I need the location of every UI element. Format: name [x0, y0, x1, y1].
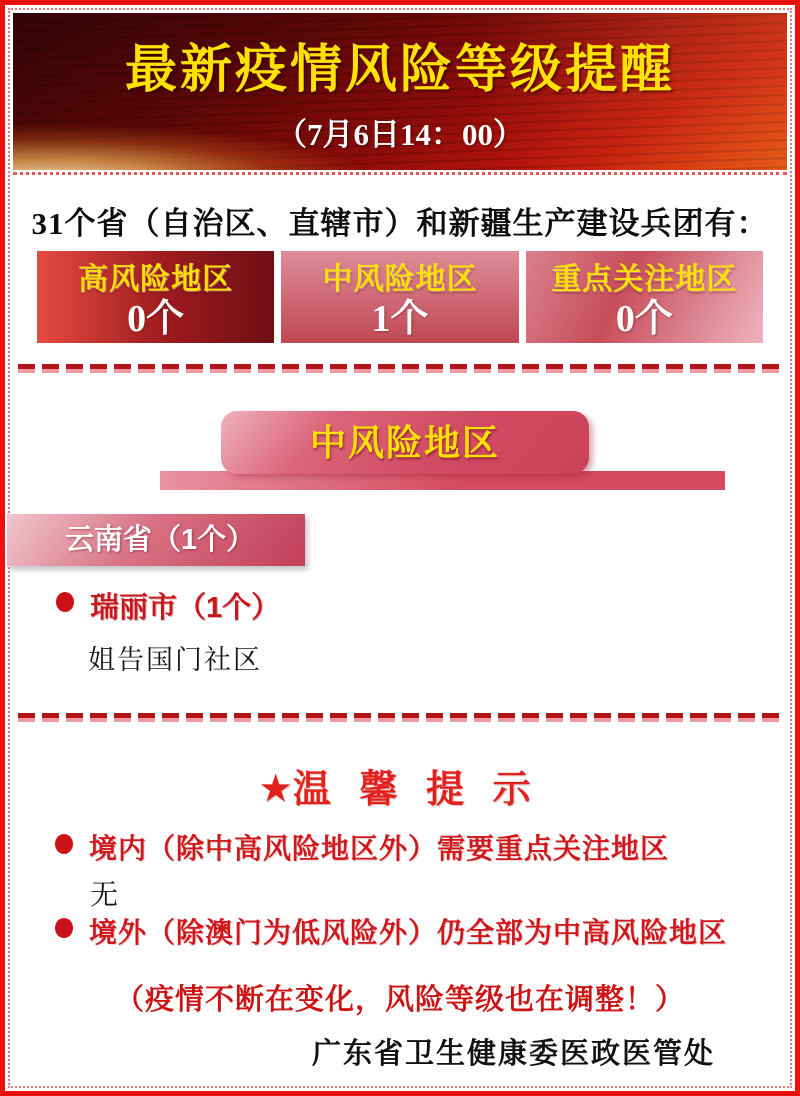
tips-bullet-text: 境内（除中高风险地区外）需要重点关注地区 — [89, 833, 670, 864]
tips-heading — [0, 758, 800, 813]
risk-box-label: 高风险地区 — [78, 263, 234, 296]
section-banner: 中风险地区 — [221, 411, 589, 474]
bullet-dot-icon — [56, 592, 74, 612]
risk-box-label: 中风险地区 — [322, 263, 478, 296]
header-banner — [13, 13, 787, 170]
risk-summary-row — [37, 251, 763, 343]
page-title: 最新疫情风险等级提醒 — [124, 42, 675, 99]
province-header: 云南省（1个） — [7, 514, 305, 566]
community-item: 姐告国门社区 — [88, 645, 262, 675]
intro-text: 31个省（自治区、直辖市）和新疆生产建设兵团有： — [31, 206, 769, 241]
header-divider — [13, 172, 787, 175]
dashed-separator — [18, 713, 782, 722]
bullet-dot-icon — [55, 834, 73, 854]
tips-bullet-text: 境外（除澳门为低风险外）仍全部为中高风险地区 — [89, 917, 728, 948]
city-item — [56, 585, 280, 626]
risk-box-watch — [526, 251, 763, 343]
tips-bullet-overseas — [55, 911, 727, 951]
risk-box-count: 0个 — [615, 298, 673, 340]
signature: 广东省卫生健康委医政医管处 — [311, 1038, 715, 1070]
risk-box-label: 重点关注地区 — [551, 263, 738, 296]
tips-note: （疫情不断在变化，风险等级也在调整！） — [114, 984, 685, 1016]
risk-box-medium — [281, 251, 518, 343]
tips-bullet-domestic — [55, 827, 669, 867]
dashed-separator — [18, 364, 782, 373]
risk-box-high — [37, 251, 274, 343]
star-icon: ★ — [260, 770, 293, 808]
tips-detail: 无 — [90, 880, 119, 911]
tips-heading-label: 温 馨 提 示 — [292, 769, 540, 811]
risk-box-count: 1个 — [371, 298, 429, 340]
risk-box-count: 0个 — [127, 298, 185, 340]
city-label: 瑞丽市（1个） — [90, 592, 281, 624]
bullet-dot-icon — [55, 918, 73, 938]
page-subtitle: （7月6日14：00） — [276, 117, 524, 152]
